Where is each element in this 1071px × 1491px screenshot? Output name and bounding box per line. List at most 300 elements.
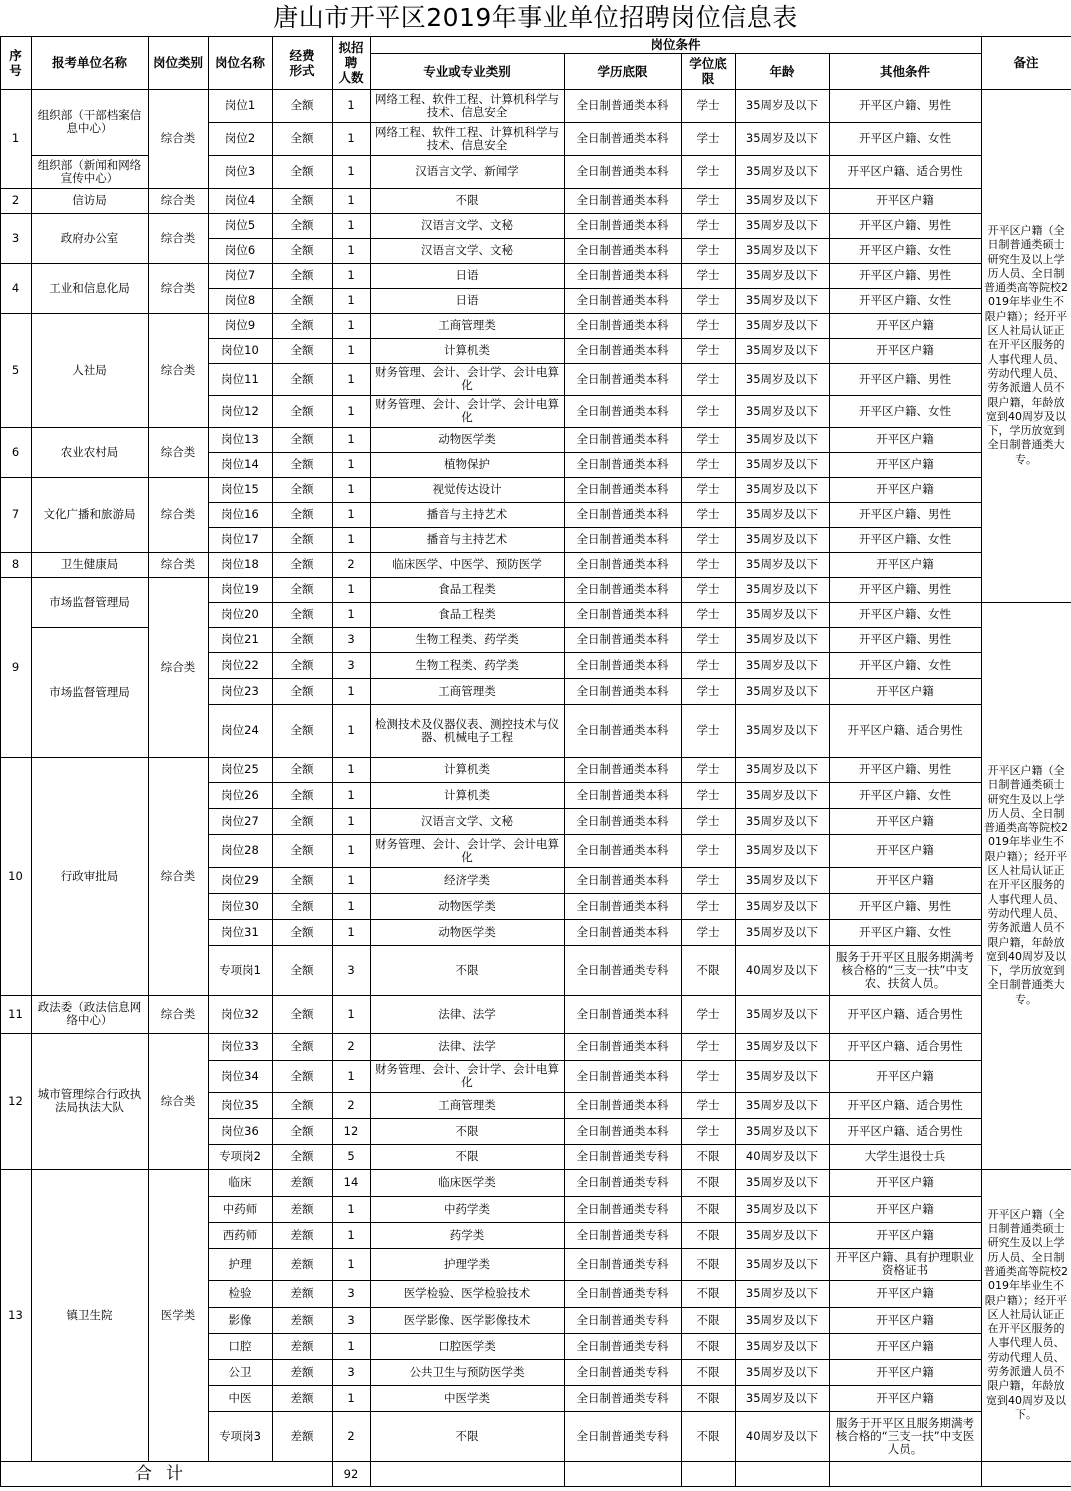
row-major: 计算机类 — [444, 787, 490, 802]
row-other: 服务于开平区且服务期满考核合格的“三支一扶”中支农、扶贫人员。 — [836, 949, 974, 990]
row-funding: 全额 — [290, 457, 314, 471]
row-count: 1 — [347, 723, 355, 737]
row-count: 1 — [347, 318, 355, 332]
row-major: 检测技术及仪器仪表、测控技术与仪器、机械电子工程 — [375, 716, 559, 744]
row-age: 35周岁及以下 — [745, 683, 819, 698]
row-age: 35周岁及以下 — [745, 843, 819, 857]
row-degree: 学士 — [696, 293, 720, 307]
row-funding: 全额 — [290, 607, 314, 621]
row-other: 开平区户籍 — [876, 1390, 934, 1405]
row-age: 35周岁及以下 — [745, 657, 819, 672]
row-funding: 全额 — [290, 557, 314, 571]
row-degree: 学士 — [696, 532, 720, 546]
row-count: 1 — [347, 98, 355, 112]
row-funding: 全额 — [290, 813, 314, 828]
row-count: 1 — [347, 683, 355, 698]
row-other: 开平区户籍、男性 — [859, 582, 951, 596]
row-count: 2 — [347, 1039, 355, 1053]
row-position: 专项岗2 — [219, 1149, 261, 1163]
row-other: 开平区户籍、男性 — [859, 371, 951, 386]
row-count: 1 — [347, 268, 355, 282]
remark-note: 开平区户籍（全日制普通类硕士研究生及以上学历人员、全日制普通类高等院校2019年毕业生不限户籍）；经开平区人社局认证正在开平区服务的人事代理人员、劳动代理人员、劳务派遣人员不限户籍，年龄放宽到40周岁及以下，学历放宽到全日制普通类大专。 — [984, 763, 1068, 1006]
row-funding: 差额 — [290, 1428, 314, 1443]
row-degree: 学士 — [696, 432, 720, 446]
row-count: 1 — [347, 1338, 355, 1353]
row-other: 大学生退役士兵 — [864, 1149, 946, 1163]
row-position: 岗位35 — [221, 1097, 259, 1112]
row-education: 全日制普通类专科 — [576, 1201, 669, 1216]
row-age: 35周岁及以下 — [745, 218, 819, 232]
row-other: 开平区户籍 — [876, 872, 934, 887]
row-education: 全日制普通类本科 — [576, 1006, 669, 1021]
row-degree: 学士 — [696, 872, 720, 887]
row-funding: 全额 — [290, 293, 314, 307]
row-degree: 不限 — [696, 1428, 720, 1443]
row-major: 医学影像、医学影像技术 — [403, 1312, 531, 1327]
unit-seq: 6 — [11, 444, 20, 459]
row-other: 开平区户籍 — [876, 1364, 934, 1379]
row-position: 岗位12 — [221, 403, 259, 418]
unit-category: 综合类 — [160, 444, 196, 459]
row-education: 全日制普通类专科 — [576, 1312, 669, 1327]
row-other: 开平区户籍 — [876, 1227, 934, 1242]
row-funding: 全额 — [290, 582, 314, 596]
row-major: 播音与主持艺术 — [426, 507, 508, 521]
header-age: 年龄 — [769, 63, 795, 79]
row-degree: 学士 — [696, 557, 720, 571]
row-major: 不限 — [455, 193, 479, 207]
row-major: 不限 — [455, 1149, 479, 1163]
row-count: 1 — [347, 507, 355, 521]
row-other: 开平区户籍、男性 — [859, 507, 951, 521]
row-funding: 全额 — [290, 843, 314, 857]
row-education: 全日制普通类专科 — [576, 1149, 669, 1163]
row-funding: 全额 — [290, 432, 314, 446]
row-age: 35周岁及以下 — [745, 872, 819, 887]
row-funding: 全额 — [290, 962, 314, 977]
row-funding: 差额 — [290, 1286, 314, 1300]
row-count: 1 — [347, 1256, 355, 1271]
row-major: 工商管理类 — [438, 318, 496, 332]
unit-name: 工业和信息化局 — [49, 280, 130, 295]
row-degree: 学士 — [696, 507, 720, 521]
row-degree: 学士 — [696, 924, 720, 939]
row-position: 岗位3 — [224, 164, 256, 178]
row-other: 开平区户籍 — [876, 557, 934, 571]
row-other: 开平区户籍、男性 — [859, 98, 951, 112]
row-age: 35周岁及以下 — [745, 193, 819, 207]
row-funding: 差额 — [290, 1312, 314, 1327]
row-major: 不限 — [455, 1123, 479, 1138]
row-count: 14 — [343, 1175, 359, 1189]
row-position: 岗位23 — [221, 683, 259, 698]
row-position: 岗位16 — [221, 507, 259, 521]
row-other: 开平区户籍 — [876, 343, 934, 357]
row-other: 开平区户籍、女性 — [859, 787, 951, 802]
row-age: 35周岁及以下 — [745, 723, 819, 737]
row-position: 西药师 — [222, 1227, 258, 1242]
row-funding: 差额 — [290, 1338, 314, 1353]
row-age: 35周岁及以下 — [745, 632, 819, 646]
row-position: 岗位18 — [221, 557, 259, 571]
row-education: 全日制普通类专科 — [576, 1364, 669, 1379]
row-education: 全日制普通类本科 — [576, 1039, 669, 1053]
row-education: 全日制普通类本科 — [576, 657, 669, 672]
row-age: 35周岁及以下 — [745, 457, 819, 471]
row-education: 全日制普通类本科 — [576, 507, 669, 521]
row-degree: 学士 — [696, 683, 720, 698]
unit-category: 综合类 — [160, 868, 196, 883]
row-position: 影像 — [228, 1312, 252, 1327]
unit-seq: 5 — [11, 362, 20, 377]
row-age: 35周岁及以下 — [745, 787, 819, 802]
row-education: 全日制普通类本科 — [576, 1068, 669, 1083]
row-major: 工商管理类 — [438, 1097, 496, 1112]
row-major: 中药学类 — [444, 1201, 490, 1216]
row-funding: 全额 — [290, 924, 314, 939]
row-major: 公共卫生与预防医学类 — [409, 1364, 525, 1379]
row-degree: 学士 — [696, 1006, 720, 1021]
row-degree: 学士 — [696, 1123, 720, 1138]
page-title: 唐山市开平区2019年事业单位招聘岗位信息表 — [273, 3, 798, 32]
row-degree: 学士 — [696, 898, 720, 913]
row-position: 岗位36 — [221, 1123, 259, 1138]
row-other: 开平区户籍 — [876, 1312, 934, 1327]
unit-category: 综合类 — [160, 557, 196, 571]
row-funding: 全额 — [290, 1039, 314, 1053]
row-degree: 学士 — [696, 457, 720, 471]
row-major: 财务管理、会计、会计学、会计电算化 — [375, 836, 559, 864]
row-degree: 学士 — [696, 193, 720, 207]
row-position: 岗位28 — [221, 843, 259, 857]
row-major: 食品工程类 — [438, 607, 496, 621]
row-funding: 差额 — [290, 1175, 314, 1189]
row-major: 财务管理、会计、会计学、会计电算化 — [375, 1062, 559, 1089]
row-funding: 全额 — [290, 507, 314, 521]
row-other: 开平区户籍 — [876, 683, 934, 698]
row-degree: 学士 — [696, 482, 720, 496]
row-count: 1 — [347, 432, 355, 446]
row-degree: 学士 — [696, 343, 720, 357]
unit-seq: 12 — [8, 1093, 23, 1108]
row-position: 岗位20 — [221, 607, 259, 621]
row-degree: 学士 — [696, 787, 720, 802]
row-degree: 学士 — [696, 131, 720, 145]
row-position: 岗位25 — [221, 762, 259, 776]
row-degree: 学士 — [696, 762, 720, 776]
row-count: 1 — [347, 193, 355, 207]
header-major: 专业或专业类别 — [423, 63, 511, 79]
row-age: 35周岁及以下 — [745, 293, 819, 307]
row-other: 开平区户籍 — [876, 1068, 934, 1083]
unit-seq: 1 — [11, 131, 20, 145]
row-other: 开平区户籍、适合男性 — [847, 1006, 963, 1021]
row-funding: 全额 — [290, 218, 314, 232]
unit-seq: 8 — [11, 557, 20, 571]
row-count: 3 — [347, 657, 355, 672]
row-age: 35周岁及以下 — [745, 1068, 819, 1083]
row-education: 全日制普通类本科 — [576, 193, 669, 207]
row-other: 开平区户籍、女性 — [859, 131, 951, 145]
row-funding: 全额 — [290, 482, 314, 496]
row-position: 岗位5 — [224, 218, 256, 232]
row-count: 3 — [347, 1286, 355, 1300]
row-count: 2 — [347, 1097, 355, 1112]
unit-name: 政府办公室 — [60, 230, 119, 245]
row-other: 开平区户籍、男性 — [859, 762, 951, 776]
row-education: 全日制普通类本科 — [576, 787, 669, 802]
row-funding: 全额 — [290, 1123, 314, 1138]
row-major: 口腔医学类 — [438, 1338, 496, 1353]
row-position: 岗位24 — [221, 723, 259, 737]
row-age: 35周岁及以下 — [745, 813, 819, 828]
unit-category: 综合类 — [160, 1093, 196, 1108]
row-major: 法律、法学 — [438, 1039, 496, 1053]
row-degree: 学士 — [696, 243, 720, 257]
row-major: 播音与主持艺术 — [426, 532, 508, 546]
row-age: 35周岁及以下 — [745, 268, 819, 282]
row-position: 岗位4 — [224, 193, 256, 207]
row-other: 服务于开平区且服务期满考核合格的“三支一扶”中支医人员。 — [835, 1415, 975, 1456]
row-degree: 学士 — [696, 268, 720, 282]
row-age: 35周岁及以下 — [745, 607, 819, 621]
row-other: 开平区户籍 — [876, 482, 934, 496]
row-position: 岗位11 — [221, 371, 259, 386]
row-age: 35周岁及以下 — [745, 243, 819, 257]
row-position: 岗位27 — [221, 813, 259, 828]
row-funding: 全额 — [290, 318, 314, 332]
row-count: 1 — [347, 371, 355, 386]
row-major: 临床医学、中医学、预防医学 — [392, 557, 542, 571]
row-age: 35周岁及以下 — [745, 1390, 819, 1405]
row-major: 汉语言文学、新闻学 — [415, 164, 519, 178]
header-other: 其他条件 — [879, 63, 930, 79]
unit-name: 卫生健康局 — [60, 557, 119, 571]
row-major: 网络工程、软件工程、计算机科学与技术、信息安全 — [375, 91, 559, 119]
row-major: 汉语言文学、文秘 — [421, 243, 513, 257]
row-funding: 全额 — [290, 131, 314, 145]
row-degree: 学士 — [696, 813, 720, 828]
row-major: 动物医学类 — [438, 924, 496, 939]
row-count: 1 — [347, 532, 355, 546]
row-position: 中药师 — [222, 1201, 258, 1216]
row-position: 检验 — [228, 1286, 252, 1300]
row-degree: 学士 — [696, 98, 720, 112]
row-education: 全日制普通类专科 — [576, 1390, 669, 1405]
row-education: 全日制普通类本科 — [576, 218, 669, 232]
unit-seq: 3 — [11, 230, 20, 245]
recruitment-table — [0, 36, 1071, 1487]
row-funding: 全额 — [290, 98, 314, 112]
row-count: 12 — [343, 1123, 359, 1138]
unit-category: 综合类 — [160, 230, 196, 245]
unit-name: 市场监督管理局 — [49, 594, 130, 609]
row-other: 开平区户籍、男性 — [859, 632, 951, 646]
row-age: 35周岁及以下 — [745, 1364, 819, 1379]
row-position: 临床 — [228, 1175, 252, 1189]
row-position: 岗位1 — [224, 98, 256, 112]
row-other: 开平区户籍 — [876, 457, 934, 471]
unit-name: 行政审批局 — [60, 868, 119, 883]
row-count: 1 — [347, 607, 355, 621]
row-education: 全日制普通类本科 — [576, 482, 669, 496]
row-major: 临床医学类 — [438, 1175, 496, 1189]
row-funding: 差额 — [290, 1201, 314, 1216]
row-major: 法律、法学 — [438, 1006, 496, 1021]
row-education: 全日制普通类本科 — [576, 582, 669, 596]
row-count: 1 — [347, 1068, 355, 1083]
row-position: 岗位29 — [221, 872, 259, 887]
row-degree: 不限 — [696, 1364, 720, 1379]
remark-note: 开平区户籍（全日制普通类硕士研究生及以上学历人员、全日制普通类高等院校2019年毕业生不限户籍）；经开平区人社局认证正在开平区服务的人事代理人员、劳动代理人员、劳务派遣人员不限户籍，年龄放宽到40周岁及以下，学历放宽到全日制普通类大专。 — [984, 223, 1068, 466]
row-education: 全日制普通类本科 — [576, 403, 669, 418]
row-major: 汉语言文学、文秘 — [421, 218, 513, 232]
row-age: 35周岁及以下 — [745, 762, 819, 776]
row-degree: 学士 — [696, 632, 720, 646]
row-other: 开平区户籍、女性 — [859, 532, 951, 546]
row-age: 35周岁及以下 — [745, 318, 819, 332]
row-other: 开平区户籍、女性 — [859, 657, 951, 672]
row-major: 日语 — [455, 268, 479, 282]
unit-name: 信访局 — [72, 193, 107, 207]
row-other: 开平区户籍、适合男性 — [847, 164, 963, 178]
unit-seq: 13 — [8, 1307, 23, 1322]
row-age: 35周岁及以下 — [745, 898, 819, 913]
row-count: 1 — [347, 1390, 355, 1405]
row-age: 35周岁及以下 — [745, 1006, 819, 1021]
row-count: 3 — [347, 632, 355, 646]
row-education: 全日制普通类本科 — [576, 164, 669, 178]
row-count: 1 — [347, 872, 355, 887]
row-education: 全日制普通类本科 — [576, 557, 669, 571]
row-position: 岗位7 — [224, 268, 256, 282]
row-age: 35周岁及以下 — [745, 582, 819, 596]
unit-category: 综合类 — [160, 280, 196, 295]
row-position: 岗位14 — [221, 457, 259, 471]
header-category: 岗位类别 — [152, 55, 203, 70]
row-position: 岗位13 — [221, 432, 259, 446]
unit-category: 综合类 — [160, 659, 196, 674]
unit-seq: 10 — [8, 868, 23, 883]
row-age: 35周岁及以下 — [745, 371, 819, 386]
row-position: 岗位32 — [221, 1006, 259, 1021]
row-degree: 不限 — [696, 1227, 720, 1242]
row-degree: 不限 — [696, 1201, 720, 1216]
row-count: 1 — [347, 293, 355, 307]
unit-seq: 4 — [11, 280, 20, 295]
row-age: 35周岁及以下 — [745, 924, 819, 939]
row-degree: 学士 — [696, 403, 720, 418]
row-count: 1 — [347, 924, 355, 939]
row-other: 开平区户籍 — [876, 843, 934, 857]
header-unit: 报考单位名称 — [51, 55, 127, 70]
row-education: 全日制普通类专科 — [576, 1286, 669, 1300]
row-education: 全日制普通类本科 — [576, 131, 669, 145]
row-other: 开平区户籍、具有护理职业资格证书 — [836, 1250, 974, 1277]
row-major: 药学类 — [449, 1227, 485, 1242]
row-major: 动物医学类 — [438, 432, 496, 446]
row-major: 财务管理、会计、会计学、会计电算化 — [375, 397, 559, 424]
header-count: 拟招 聘 人数 — [338, 40, 364, 85]
row-age: 40周岁及以下 — [745, 1428, 819, 1443]
row-major: 动物医学类 — [438, 898, 496, 913]
row-position: 公卫 — [228, 1364, 252, 1379]
row-age: 35周岁及以下 — [745, 1338, 819, 1353]
row-funding: 全额 — [290, 343, 314, 357]
row-other: 开平区户籍、女性 — [859, 293, 951, 307]
row-count: 3 — [347, 1312, 355, 1327]
row-major: 计算机类 — [444, 762, 490, 776]
row-other: 开平区户籍 — [876, 318, 934, 332]
row-major: 汉语言文学、文秘 — [421, 813, 513, 828]
unit-name: 文化广播和旅游局 — [43, 507, 136, 521]
row-position: 岗位9 — [224, 318, 256, 332]
row-degree: 学士 — [696, 371, 720, 386]
row-education: 全日制普通类本科 — [576, 607, 669, 621]
row-funding: 差额 — [290, 1227, 314, 1242]
row-count: 3 — [347, 1364, 355, 1379]
row-degree: 学士 — [696, 657, 720, 672]
row-position: 岗位22 — [221, 657, 259, 672]
row-major: 中医学类 — [444, 1390, 490, 1405]
header-education: 学历底限 — [597, 63, 648, 79]
row-funding: 全额 — [290, 1149, 314, 1163]
row-position: 岗位17 — [221, 532, 259, 546]
row-education: 全日制普通类本科 — [576, 432, 669, 446]
row-education: 全日制普通类本科 — [576, 268, 669, 282]
row-age: 35周岁及以下 — [745, 1312, 819, 1327]
row-other: 开平区户籍 — [876, 1338, 934, 1353]
row-count: 1 — [347, 1201, 355, 1216]
row-funding: 全额 — [290, 787, 314, 802]
row-education: 全日制普通类本科 — [576, 762, 669, 776]
row-degree: 不限 — [696, 962, 720, 977]
unit-seq: 7 — [11, 507, 20, 521]
row-degree: 学士 — [696, 164, 720, 178]
row-position: 岗位34 — [221, 1068, 259, 1083]
row-position: 专项岗3 — [219, 1428, 261, 1443]
unit-seq: 9 — [11, 659, 20, 674]
row-education: 全日制普通类本科 — [576, 683, 669, 698]
row-count: 1 — [347, 813, 355, 828]
row-other: 开平区户籍、适合男性 — [847, 1123, 963, 1138]
row-degree: 学士 — [696, 607, 720, 621]
row-education: 全日制普通类专科 — [576, 1338, 669, 1353]
row-other: 开平区户籍、男性 — [859, 218, 951, 232]
unit-category: 综合类 — [160, 362, 196, 377]
row-education: 全日制普通类本科 — [576, 924, 669, 939]
row-position: 岗位6 — [224, 243, 256, 257]
row-age: 35周岁及以下 — [745, 1286, 819, 1300]
row-age: 35周岁及以下 — [745, 557, 819, 571]
row-count: 3 — [347, 962, 355, 977]
row-degree: 学士 — [696, 582, 720, 596]
unit-name: 人社局 — [72, 362, 107, 377]
row-education: 全日制普通类本科 — [576, 872, 669, 887]
row-major: 生物工程类、药学类 — [415, 632, 519, 646]
row-count: 1 — [347, 131, 355, 145]
row-other: 开平区户籍、适合男性 — [847, 723, 963, 737]
row-count: 5 — [347, 1149, 355, 1163]
row-count: 2 — [347, 1428, 355, 1443]
row-funding: 全额 — [290, 683, 314, 698]
row-education: 全日制普通类本科 — [576, 532, 669, 546]
row-education: 全日制普通类本科 — [576, 293, 669, 307]
total-label: 合计 — [135, 1463, 197, 1484]
row-funding: 全额 — [290, 898, 314, 913]
row-age: 35周岁及以下 — [745, 98, 819, 112]
row-count: 1 — [347, 482, 355, 496]
